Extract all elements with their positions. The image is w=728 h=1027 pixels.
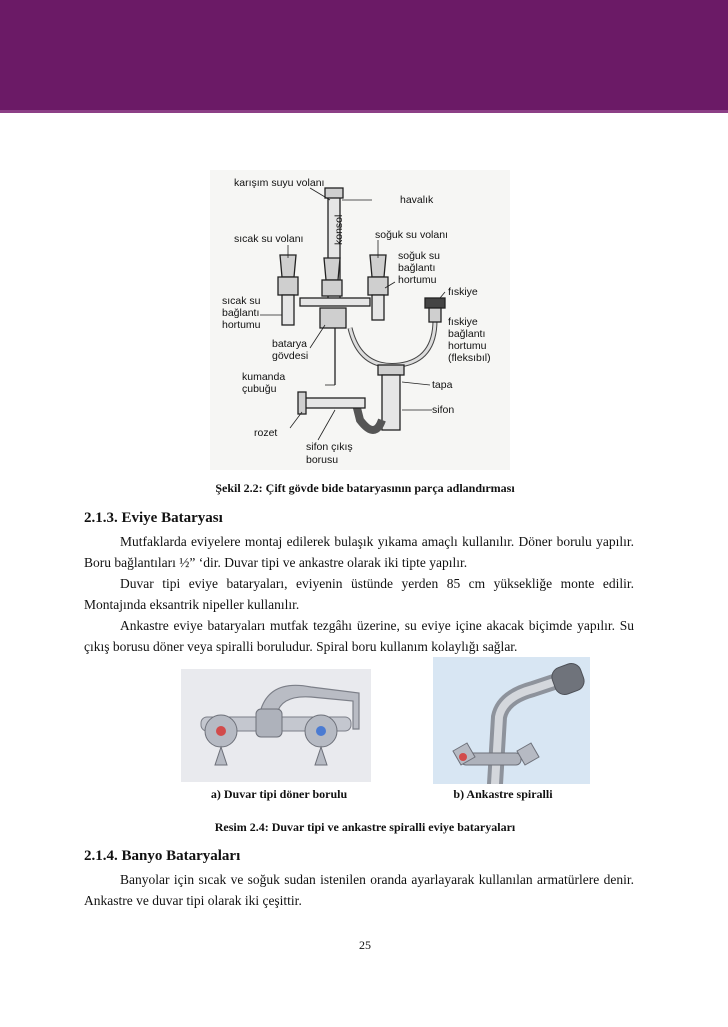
section-heading-banyo: 2.1.4. Banyo Bataryaları bbox=[84, 848, 241, 864]
hot-valve-stem bbox=[282, 295, 294, 325]
section-heading-eviye: 2.1.3. Eviye Bataryası bbox=[84, 510, 223, 526]
label-hot-hose-3: hortumu bbox=[222, 319, 261, 331]
connecting-pipe bbox=[300, 298, 370, 306]
cold-valve-handle bbox=[370, 255, 386, 277]
label-trap: sifon bbox=[432, 404, 455, 416]
header-band bbox=[0, 0, 728, 110]
pullout-faucet-photo bbox=[433, 657, 590, 784]
hot-valve-handle bbox=[280, 255, 296, 277]
outlet-pipe bbox=[305, 398, 365, 408]
label-plug: tapa bbox=[432, 379, 453, 391]
header-band-rule bbox=[0, 110, 728, 113]
paragraph: Duvar tipi eviye bataryaları, eviyenin üstünde yerden 85 cm yüksekliğe monte edilir. Montajında eksantrik nipeller kullanılır. bbox=[84, 576, 634, 612]
label-cold-hose-2: bağlantı bbox=[398, 262, 436, 274]
label-cold-valve: soğuk su volanı bbox=[375, 229, 448, 241]
page-number: 25 bbox=[359, 938, 371, 952]
label-hot-valve: sıcak su volanı bbox=[234, 233, 304, 245]
label-mixing-valve: karışım suyu volanı bbox=[234, 177, 325, 189]
photo-subcaption-b: b) Ankastre spiralli bbox=[453, 787, 553, 801]
label-vent: havalık bbox=[400, 194, 434, 206]
label-sprayer: fıskiye bbox=[448, 286, 478, 298]
label-body-2: gövdesi bbox=[272, 350, 309, 362]
hot-valve-body bbox=[278, 277, 298, 295]
paragraph: Mutfaklarda eviyelere montaj edilerek bulaşık yıkama amaçlı kullanılır. Döner borulu yapılır. Boru bağlantıları ½” ‘dir. Duvar tipi ve ankastre olarak iki tipte yapılır. bbox=[84, 534, 634, 570]
label-hot-hose-2: bağlantı bbox=[222, 307, 260, 319]
label-body-1: batarya bbox=[272, 338, 308, 350]
label-rod-1: kumanda bbox=[242, 371, 286, 383]
label-sprayer-hose-3: hortumu bbox=[448, 340, 487, 352]
faucet-diagram-svg bbox=[210, 170, 510, 470]
sprayer-body bbox=[429, 308, 441, 322]
rosette bbox=[298, 392, 306, 414]
label-hot-hose-1: sıcak su bbox=[222, 295, 261, 307]
label-console: konsol bbox=[333, 214, 345, 245]
mix-valve-handle bbox=[324, 258, 340, 280]
trap-cap bbox=[378, 365, 404, 375]
label-outlet-2: borusu bbox=[306, 454, 339, 466]
mix-valve-body bbox=[322, 280, 342, 296]
paragraph: Ankastre eviye bataryaları mutfak tezgâhı üzerine, su eviye içine akacak biçimde yapılır. Su çıkış borusu döner veya spiralli boruludur. Spiral boru kullanım kolaylığı sağlar. bbox=[84, 618, 634, 654]
photo-caption: Resim 2.4: Duvar tipi ve ankastre spiralli eviye bataryaları bbox=[214, 820, 516, 834]
label-rosette: rozet bbox=[254, 427, 278, 439]
label-outlet-1: sifon çıkış bbox=[306, 441, 353, 453]
label-sprayer-hose-1: fıskiye bbox=[448, 316, 478, 328]
label-cold-hose-1: soğuk su bbox=[398, 250, 441, 262]
cold-valve-stem bbox=[372, 295, 384, 320]
faucet-body bbox=[320, 308, 346, 328]
bidet-faucet-diagram bbox=[210, 170, 510, 470]
cold-valve-body bbox=[368, 277, 388, 295]
label-sprayer-hose-4: (fleksıbıl) bbox=[448, 352, 491, 364]
label-sprayer-hose-2: bağlantı bbox=[448, 328, 486, 340]
sprayer-head bbox=[425, 298, 445, 308]
label-cold-hose-3: hortumu bbox=[398, 274, 437, 286]
label-rod-2: çubuğu bbox=[242, 383, 277, 395]
photo-subcaption-a: a) Duvar tipi döner borulu bbox=[210, 787, 348, 801]
vent-cap bbox=[325, 188, 343, 198]
wall-faucet-photo bbox=[181, 669, 371, 782]
figure-caption: Şekil 2.2: Çift gövde bide bataryasının parça adlandırması bbox=[215, 481, 515, 495]
paragraph: Banyolar için sıcak ve soğuk sudan istenilen oranda ayarlayarak kullanılan armatürlere denir. Ankastre ve duvar tipi olarak iki çeşittir. bbox=[84, 872, 634, 908]
